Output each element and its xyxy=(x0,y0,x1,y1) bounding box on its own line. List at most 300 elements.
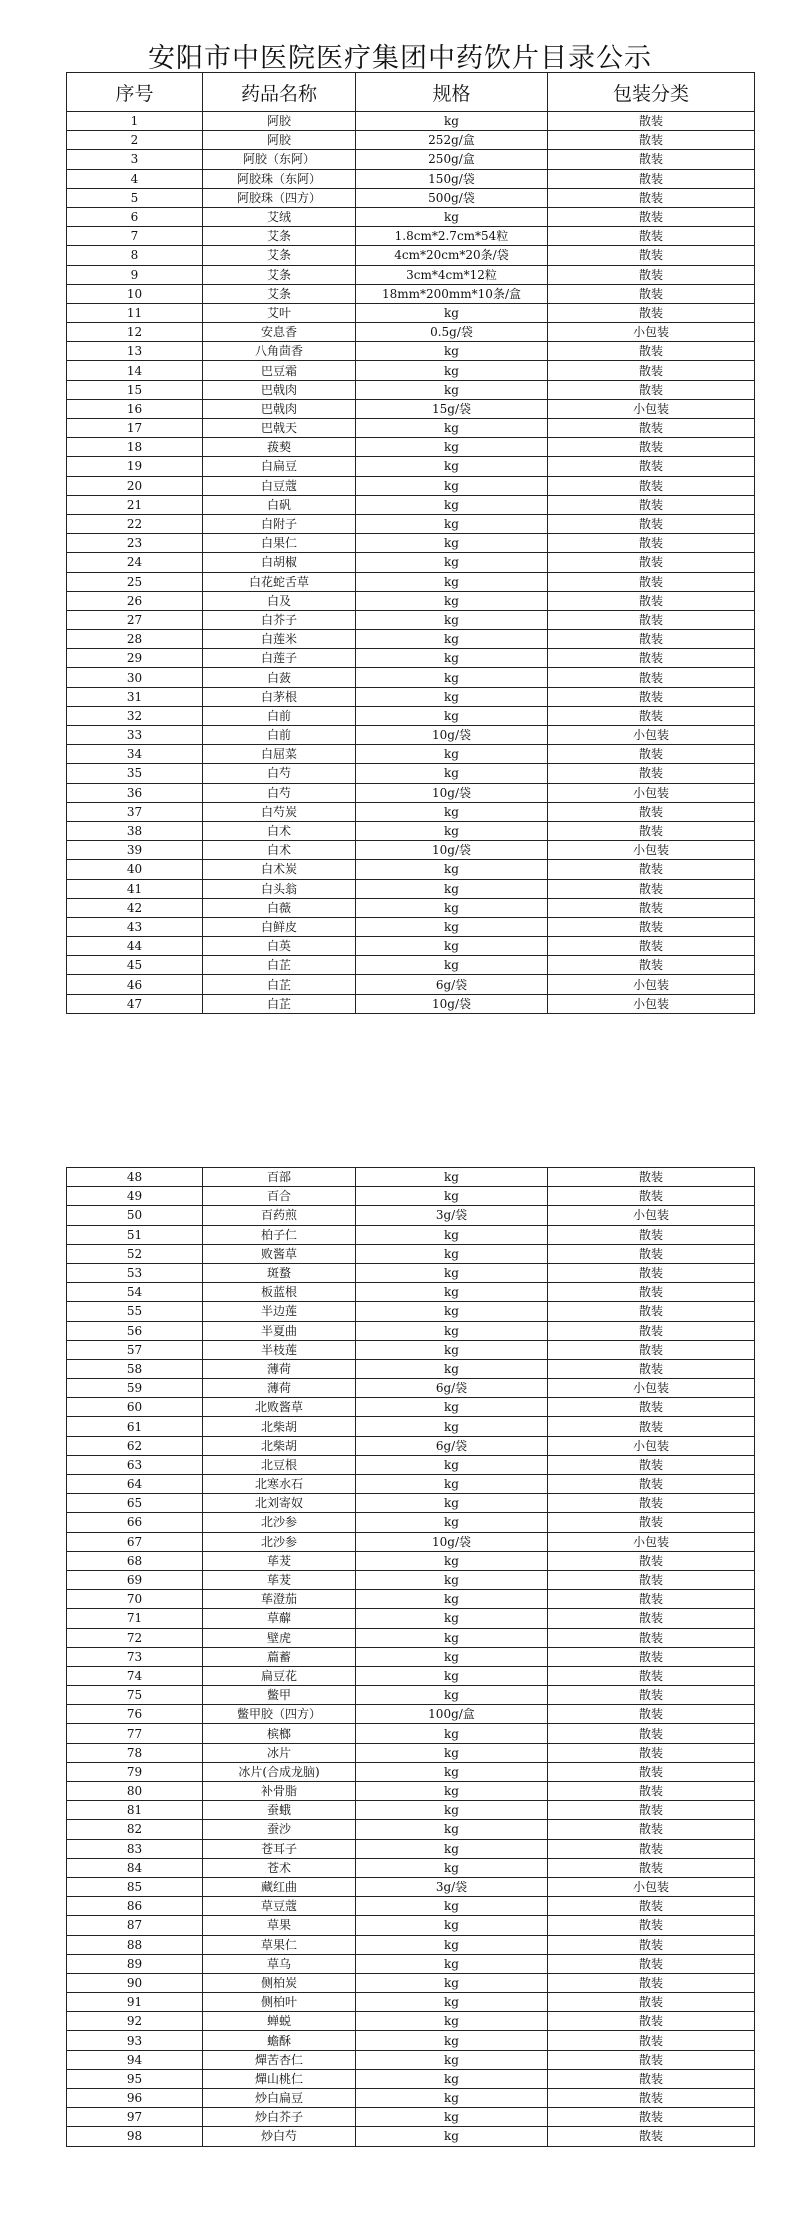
cell-specification: kg xyxy=(356,1916,548,1935)
cell-package-type: 散装 xyxy=(548,1455,755,1474)
table-row xyxy=(67,534,755,553)
cell-package-type: 散装 xyxy=(548,1417,755,1436)
cell-specification: kg xyxy=(356,1993,548,2012)
table-row xyxy=(67,1494,755,1513)
cell-index: 48 xyxy=(67,1168,203,1187)
cell-index: 62 xyxy=(67,1436,203,1455)
cell-package-type: 散装 xyxy=(548,898,755,917)
cell-package-type: 散装 xyxy=(548,591,755,610)
cell-package-type: 散装 xyxy=(548,1628,755,1647)
cell-specification: 100g/盒 xyxy=(356,1705,548,1724)
cell-specification: 3g/袋 xyxy=(356,1206,548,1225)
cell-package-type: 散装 xyxy=(548,1513,755,1532)
cell-specification: kg xyxy=(356,1820,548,1839)
cell-index: 93 xyxy=(67,2031,203,2050)
table-row xyxy=(67,2089,755,2108)
cell-specification: kg xyxy=(356,1551,548,1570)
cell-specification: kg xyxy=(356,303,548,322)
table-row xyxy=(67,342,755,361)
table-row xyxy=(67,726,755,745)
cell-drug-name: 壁虎 xyxy=(203,1628,356,1647)
table-row xyxy=(67,706,755,725)
cell-index: 89 xyxy=(67,1954,203,1973)
header-package-type: 包装分类 xyxy=(548,73,755,112)
cell-package-type: 小包装 xyxy=(548,975,755,994)
table-row xyxy=(67,1686,755,1705)
cell-package-type: 散装 xyxy=(548,2050,755,2069)
table-row xyxy=(67,1858,755,1877)
cell-drug-name: 燀苦杏仁 xyxy=(203,2050,356,2069)
drug-table-part-1 xyxy=(66,72,755,1014)
cell-package-type: 散装 xyxy=(548,246,755,265)
table-row xyxy=(67,802,755,821)
cell-specification: 18mm*200mm*10条/盒 xyxy=(356,284,548,303)
table-row xyxy=(67,937,755,956)
cell-package-type: 小包装 xyxy=(548,1379,755,1398)
cell-index: 73 xyxy=(67,1647,203,1666)
table-row xyxy=(67,591,755,610)
table-row xyxy=(67,1897,755,1916)
table-row xyxy=(67,821,755,840)
cell-drug-name: 巴戟肉 xyxy=(203,399,356,418)
cell-drug-name: 白果仁 xyxy=(203,534,356,553)
cell-specification: 150g/袋 xyxy=(356,169,548,188)
cell-drug-name: 白芷 xyxy=(203,994,356,1013)
cell-index: 47 xyxy=(67,994,203,1013)
cell-specification: kg xyxy=(356,1417,548,1436)
table-row xyxy=(67,1954,755,1973)
table-row xyxy=(67,1935,755,1954)
cell-package-type: 散装 xyxy=(548,1666,755,1685)
cell-specification: kg xyxy=(356,917,548,936)
cell-drug-name: 白扁豆 xyxy=(203,457,356,476)
cell-specification: 10g/袋 xyxy=(356,841,548,860)
cell-index: 94 xyxy=(67,2050,203,2069)
cell-specification: kg xyxy=(356,495,548,514)
table-header-row xyxy=(67,73,755,112)
cell-drug-name: 阿胶珠（东阿） xyxy=(203,169,356,188)
cell-specification: 252g/盒 xyxy=(356,131,548,150)
cell-index: 25 xyxy=(67,572,203,591)
table-row xyxy=(67,1839,755,1858)
cell-drug-name: 白蔹 xyxy=(203,668,356,687)
cell-index: 57 xyxy=(67,1340,203,1359)
cell-index: 55 xyxy=(67,1302,203,1321)
cell-specification: kg xyxy=(356,457,548,476)
table-row xyxy=(67,1283,755,1302)
cell-index: 39 xyxy=(67,841,203,860)
cell-index: 86 xyxy=(67,1897,203,1916)
table-row xyxy=(67,1609,755,1628)
cell-drug-name: 荜澄茄 xyxy=(203,1590,356,1609)
cell-specification: kg xyxy=(356,1647,548,1666)
table-row xyxy=(67,1379,755,1398)
cell-drug-name: 白及 xyxy=(203,591,356,610)
cell-specification: kg xyxy=(356,1954,548,1973)
cell-drug-name: 白花蛇舌草 xyxy=(203,572,356,591)
cell-drug-name: 草果仁 xyxy=(203,1935,356,1954)
cell-index: 91 xyxy=(67,1993,203,2012)
cell-index: 2 xyxy=(67,131,203,150)
table-row xyxy=(67,1705,755,1724)
header-specification: 规格 xyxy=(356,73,548,112)
cell-specification: 1.8cm*2.7cm*54粒 xyxy=(356,227,548,246)
cell-specification: kg xyxy=(356,2089,548,2108)
cell-drug-name: 北柴胡 xyxy=(203,1436,356,1455)
cell-drug-name: 白附子 xyxy=(203,514,356,533)
cell-package-type: 散装 xyxy=(548,1551,755,1570)
cell-package-type: 散装 xyxy=(548,1839,755,1858)
cell-specification: kg xyxy=(356,476,548,495)
table-row xyxy=(67,553,755,572)
cell-index: 56 xyxy=(67,1321,203,1340)
cell-drug-name: 巴戟肉 xyxy=(203,380,356,399)
cell-index: 45 xyxy=(67,956,203,975)
cell-package-type: 散装 xyxy=(548,1647,755,1666)
cell-package-type: 散装 xyxy=(548,2012,755,2031)
cell-drug-name: 北刘寄奴 xyxy=(203,1494,356,1513)
cell-drug-name: 艾绒 xyxy=(203,207,356,226)
cell-specification: kg xyxy=(356,380,548,399)
cell-package-type: 散装 xyxy=(548,380,755,399)
cell-drug-name: 阿胶 xyxy=(203,131,356,150)
cell-index: 7 xyxy=(67,227,203,246)
cell-package-type: 散装 xyxy=(548,879,755,898)
table-row xyxy=(67,514,755,533)
cell-package-type: 散装 xyxy=(548,1168,755,1187)
cell-drug-name: 苍术 xyxy=(203,1858,356,1877)
cell-specification: kg xyxy=(356,898,548,917)
table-row xyxy=(67,1666,755,1685)
cell-drug-name: 白莲子 xyxy=(203,649,356,668)
cell-index: 4 xyxy=(67,169,203,188)
cell-drug-name: 白术 xyxy=(203,841,356,860)
table-row xyxy=(67,284,755,303)
table-row xyxy=(67,994,755,1013)
table-row xyxy=(67,975,755,994)
cell-specification: kg xyxy=(356,207,548,226)
cell-package-type: 散装 xyxy=(548,342,755,361)
cell-index: 19 xyxy=(67,457,203,476)
cell-index: 69 xyxy=(67,1570,203,1589)
cell-drug-name: 艾条 xyxy=(203,227,356,246)
cell-specification: kg xyxy=(356,553,548,572)
cell-package-type: 散装 xyxy=(548,2031,755,2050)
table-row xyxy=(67,188,755,207)
cell-package-type: 散装 xyxy=(548,802,755,821)
cell-index: 60 xyxy=(67,1398,203,1417)
cell-specification: 250g/盒 xyxy=(356,150,548,169)
table-row xyxy=(67,1551,755,1570)
cell-specification: kg xyxy=(356,342,548,361)
cell-index: 34 xyxy=(67,745,203,764)
cell-package-type: 散装 xyxy=(548,764,755,783)
cell-drug-name: 北柴胡 xyxy=(203,1417,356,1436)
cell-drug-name: 蝉蜕 xyxy=(203,2012,356,2031)
cell-specification: kg xyxy=(356,2050,548,2069)
cell-index: 87 xyxy=(67,1916,203,1935)
table-row xyxy=(67,2127,755,2146)
table-row xyxy=(67,1206,755,1225)
cell-index: 71 xyxy=(67,1609,203,1628)
cell-drug-name: 草果 xyxy=(203,1916,356,1935)
cell-specification: kg xyxy=(356,937,548,956)
cell-specification: 6g/袋 xyxy=(356,1436,548,1455)
cell-specification: kg xyxy=(356,534,548,553)
cell-package-type: 小包装 xyxy=(548,1532,755,1551)
cell-specification: kg xyxy=(356,821,548,840)
cell-specification: kg xyxy=(356,1897,548,1916)
table-row xyxy=(67,1244,755,1263)
cell-drug-name: 草豆蔻 xyxy=(203,1897,356,1916)
cell-drug-name: 板蓝根 xyxy=(203,1283,356,1302)
cell-package-type: 散装 xyxy=(548,1321,755,1340)
table-row xyxy=(67,860,755,879)
cell-specification: kg xyxy=(356,1494,548,1513)
cell-index: 16 xyxy=(67,399,203,418)
table-row xyxy=(67,1570,755,1589)
cell-index: 64 xyxy=(67,1475,203,1494)
cell-index: 68 xyxy=(67,1551,203,1570)
cell-index: 75 xyxy=(67,1686,203,1705)
cell-index: 24 xyxy=(67,553,203,572)
cell-drug-name: 草乌 xyxy=(203,1954,356,1973)
cell-specification: kg xyxy=(356,1168,548,1187)
cell-index: 74 xyxy=(67,1666,203,1685)
cell-drug-name: 百部 xyxy=(203,1168,356,1187)
cell-package-type: 散装 xyxy=(548,630,755,649)
cell-index: 97 xyxy=(67,2108,203,2127)
cell-specification: kg xyxy=(356,1455,548,1474)
cell-package-type: 散装 xyxy=(548,1858,755,1877)
table-row xyxy=(67,1647,755,1666)
cell-drug-name: 艾条 xyxy=(203,284,356,303)
cell-drug-name: 百合 xyxy=(203,1187,356,1206)
table-row xyxy=(67,917,755,936)
cell-package-type: 散装 xyxy=(548,687,755,706)
cell-specification: kg xyxy=(356,1686,548,1705)
cell-index: 10 xyxy=(67,284,203,303)
cell-specification: kg xyxy=(356,1724,548,1743)
cell-specification: kg xyxy=(356,1628,548,1647)
cell-specification: kg xyxy=(356,1801,548,1820)
cell-index: 96 xyxy=(67,2089,203,2108)
cell-index: 85 xyxy=(67,1877,203,1896)
cell-package-type: 散装 xyxy=(548,2108,755,2127)
cell-drug-name: 炒白扁豆 xyxy=(203,2089,356,2108)
cell-index: 46 xyxy=(67,975,203,994)
cell-index: 22 xyxy=(67,514,203,533)
cell-package-type: 小包装 xyxy=(548,1877,755,1896)
table-row xyxy=(67,1455,755,1474)
cell-specification: 4cm*20cm*20条/袋 xyxy=(356,246,548,265)
cell-drug-name: 苍耳子 xyxy=(203,1839,356,1858)
cell-index: 58 xyxy=(67,1359,203,1378)
cell-specification: kg xyxy=(356,802,548,821)
table-row xyxy=(67,1513,755,1532)
table-row xyxy=(67,2050,755,2069)
cell-index: 5 xyxy=(67,188,203,207)
cell-specification: kg xyxy=(356,1666,548,1685)
cell-drug-name: 白前 xyxy=(203,706,356,725)
cell-package-type: 散装 xyxy=(548,284,755,303)
cell-drug-name: 薄荷 xyxy=(203,1359,356,1378)
table-row xyxy=(67,1762,755,1781)
cell-package-type: 散装 xyxy=(548,1705,755,1724)
cell-package-type: 散装 xyxy=(548,821,755,840)
table-row xyxy=(67,476,755,495)
cell-drug-name: 草薢 xyxy=(203,1609,356,1628)
table-row xyxy=(67,1743,755,1762)
cell-index: 79 xyxy=(67,1762,203,1781)
table-row xyxy=(67,438,755,457)
cell-specification: kg xyxy=(356,1302,548,1321)
cell-index: 38 xyxy=(67,821,203,840)
cell-index: 61 xyxy=(67,1417,203,1436)
cell-drug-name: 白豆蔻 xyxy=(203,476,356,495)
cell-index: 80 xyxy=(67,1782,203,1801)
table-row xyxy=(67,457,755,476)
cell-drug-name: 蟾酥 xyxy=(203,2031,356,2050)
cell-package-type: 散装 xyxy=(548,1263,755,1282)
cell-index: 92 xyxy=(67,2012,203,2031)
cell-index: 88 xyxy=(67,1935,203,1954)
table-row xyxy=(67,1187,755,1206)
table-row xyxy=(67,323,755,342)
cell-drug-name: 艾叶 xyxy=(203,303,356,322)
cell-package-type: 散装 xyxy=(548,668,755,687)
cell-package-type: 散装 xyxy=(548,1935,755,1954)
table-row xyxy=(67,687,755,706)
cell-package-type: 散装 xyxy=(548,419,755,438)
table-row xyxy=(67,1820,755,1839)
cell-specification: 3g/袋 xyxy=(356,1877,548,1896)
cell-index: 21 xyxy=(67,495,203,514)
cell-package-type: 小包装 xyxy=(548,783,755,802)
cell-package-type: 散装 xyxy=(548,706,755,725)
cell-package-type: 散装 xyxy=(548,1398,755,1417)
table-row xyxy=(67,1993,755,2012)
table-row xyxy=(67,1475,755,1494)
cell-index: 27 xyxy=(67,610,203,629)
cell-drug-name: 炒白芍 xyxy=(203,2127,356,2146)
cell-specification: kg xyxy=(356,1225,548,1244)
cell-specification: kg xyxy=(356,1398,548,1417)
cell-specification: 10g/袋 xyxy=(356,994,548,1013)
cell-index: 49 xyxy=(67,1187,203,1206)
cell-drug-name: 白芥子 xyxy=(203,610,356,629)
cell-drug-name: 艾条 xyxy=(203,246,356,265)
table-row xyxy=(67,1590,755,1609)
cell-index: 53 xyxy=(67,1263,203,1282)
cell-package-type: 散装 xyxy=(548,1225,755,1244)
cell-package-type: 散装 xyxy=(548,917,755,936)
table-row xyxy=(67,303,755,322)
cell-specification: kg xyxy=(356,1283,548,1302)
cell-drug-name: 白胡椒 xyxy=(203,553,356,572)
cell-specification: kg xyxy=(356,610,548,629)
cell-drug-name: 燀山桃仁 xyxy=(203,2069,356,2088)
table-row xyxy=(67,399,755,418)
cell-package-type: 散装 xyxy=(548,1724,755,1743)
cell-drug-name: 白芷 xyxy=(203,956,356,975)
cell-drug-name: 败酱草 xyxy=(203,1244,356,1263)
cell-package-type: 散装 xyxy=(548,649,755,668)
cell-specification: kg xyxy=(356,1359,548,1378)
table-row xyxy=(67,207,755,226)
table-row xyxy=(67,495,755,514)
cell-specification: 3cm*4cm*12粒 xyxy=(356,265,548,284)
table-row xyxy=(67,1973,755,1992)
cell-drug-name: 扁豆花 xyxy=(203,1666,356,1685)
cell-index: 72 xyxy=(67,1628,203,1647)
cell-index: 43 xyxy=(67,917,203,936)
cell-specification: 6g/袋 xyxy=(356,1379,548,1398)
cell-package-type: 散装 xyxy=(548,438,755,457)
table-row xyxy=(67,898,755,917)
cell-package-type: 散装 xyxy=(548,572,755,591)
cell-index: 12 xyxy=(67,323,203,342)
cell-index: 30 xyxy=(67,668,203,687)
cell-specification: 6g/袋 xyxy=(356,975,548,994)
cell-package-type: 散装 xyxy=(548,860,755,879)
cell-drug-name: 白前 xyxy=(203,726,356,745)
cell-specification: kg xyxy=(356,2108,548,2127)
cell-index: 98 xyxy=(67,2127,203,2146)
cell-index: 3 xyxy=(67,150,203,169)
cell-package-type: 散装 xyxy=(548,476,755,495)
cell-package-type: 散装 xyxy=(548,112,755,131)
table-row xyxy=(67,1398,755,1417)
cell-package-type: 散装 xyxy=(548,1973,755,1992)
cell-specification: kg xyxy=(356,860,548,879)
cell-index: 31 xyxy=(67,687,203,706)
table-row xyxy=(67,361,755,380)
cell-package-type: 散装 xyxy=(548,1916,755,1935)
table-row xyxy=(67,2069,755,2088)
cell-drug-name: 白芷 xyxy=(203,975,356,994)
cell-index: 95 xyxy=(67,2069,203,2088)
cell-package-type: 散装 xyxy=(548,937,755,956)
table-row xyxy=(67,1916,755,1935)
cell-index: 18 xyxy=(67,438,203,457)
cell-specification: kg xyxy=(356,1321,548,1340)
cell-drug-name: 百药煎 xyxy=(203,1206,356,1225)
cell-package-type: 散装 xyxy=(548,1686,755,1705)
cell-drug-name: 八角茴香 xyxy=(203,342,356,361)
cell-specification: kg xyxy=(356,1609,548,1628)
cell-specification: 10g/袋 xyxy=(356,1532,548,1551)
cell-index: 77 xyxy=(67,1724,203,1743)
cell-specification: kg xyxy=(356,687,548,706)
table-row xyxy=(67,1724,755,1743)
cell-drug-name: 白矾 xyxy=(203,495,356,514)
table-row xyxy=(67,649,755,668)
cell-package-type: 小包装 xyxy=(548,323,755,342)
header-index: 序号 xyxy=(67,73,203,112)
cell-package-type: 散装 xyxy=(548,1475,755,1494)
cell-drug-name: 白芍炭 xyxy=(203,802,356,821)
cell-package-type: 散装 xyxy=(548,1340,755,1359)
cell-index: 17 xyxy=(67,419,203,438)
cell-package-type: 散装 xyxy=(548,1590,755,1609)
table-row xyxy=(67,1436,755,1455)
cell-drug-name: 薄荷 xyxy=(203,1379,356,1398)
table-row xyxy=(67,131,755,150)
table-row xyxy=(67,2031,755,2050)
cell-specification: kg xyxy=(356,649,548,668)
cell-specification: kg xyxy=(356,630,548,649)
